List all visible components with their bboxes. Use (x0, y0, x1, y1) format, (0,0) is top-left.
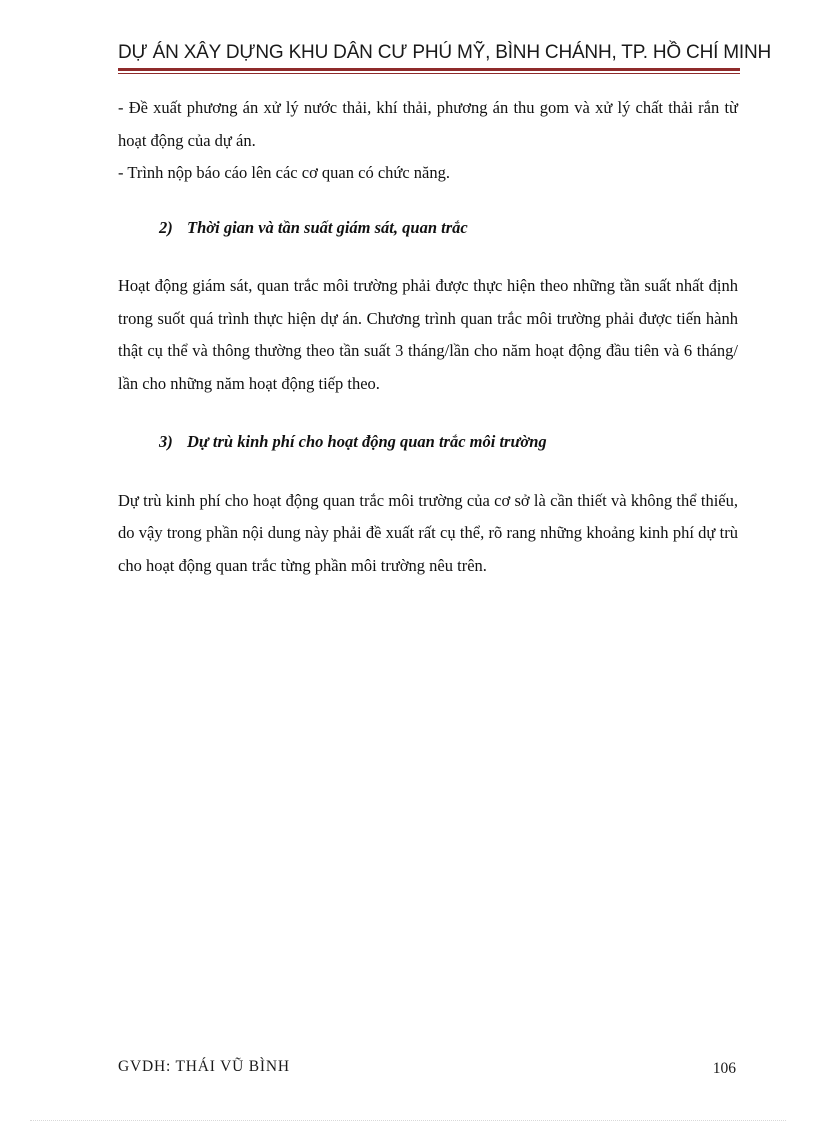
section-title: Thời gian và tần suất giám sát, quan trắc (187, 217, 468, 237)
section-number: 3) (159, 432, 173, 451)
page-number: 106 (712, 1060, 736, 1077)
section-heading (118, 426, 738, 459)
page-bottom-border (30, 1120, 786, 1121)
page-header-title: DỰ ÁN XÂY DỰNG KHU DÂN CƯ PHÚ MỸ, BÌNH CHÁNH, TP. HỒ CHÍ MINH (118, 42, 772, 63)
section-title: Dự trù kinh phí cho hoạt động quan trắc môi trường (187, 432, 547, 451)
section-heading (118, 212, 738, 245)
bullet-item: - Đề xuất phương án xử lý nước thải, khí thải, phương án thu gom và xử lý chất thải rắn từ hoạt động của dự án. (118, 98, 738, 150)
bullet-item: - Trình nộp báo cáo lên các cơ quan có chức năng. (118, 163, 450, 182)
section-number: 2) (159, 217, 173, 237)
document-body (118, 92, 738, 582)
header-divider-thin (118, 73, 740, 74)
section-paragraph: Dự trù kinh phí cho hoạt động quan trắc môi trường của cơ sở là cần thiết và không thể thiếu, do vậy trong phần nội dung này phải đề xuất rất cụ thể, rõ rang những khoảng kinh phí dự trù cho hoạt động quan trắc từng phần môi trường nêu trên. (118, 490, 738, 575)
section-paragraph: Hoạt động giám sát, quan trắc môi trường phải được thực hiện theo những tần suất nhất định trong suốt quá trình thực hiện dự án. Chương trình quan trắc môi trường phải được tiến hành thật cụ thể và thông thường theo tần suất 3 tháng/lần cho năm hoạt động đầu tiên và 6 tháng/ lần cho những năm hoạt động tiếp theo. (118, 276, 738, 393)
footer-advisor: GVDH: THÁI VŨ BÌNH (118, 1058, 290, 1075)
header-divider-thick (118, 68, 740, 71)
